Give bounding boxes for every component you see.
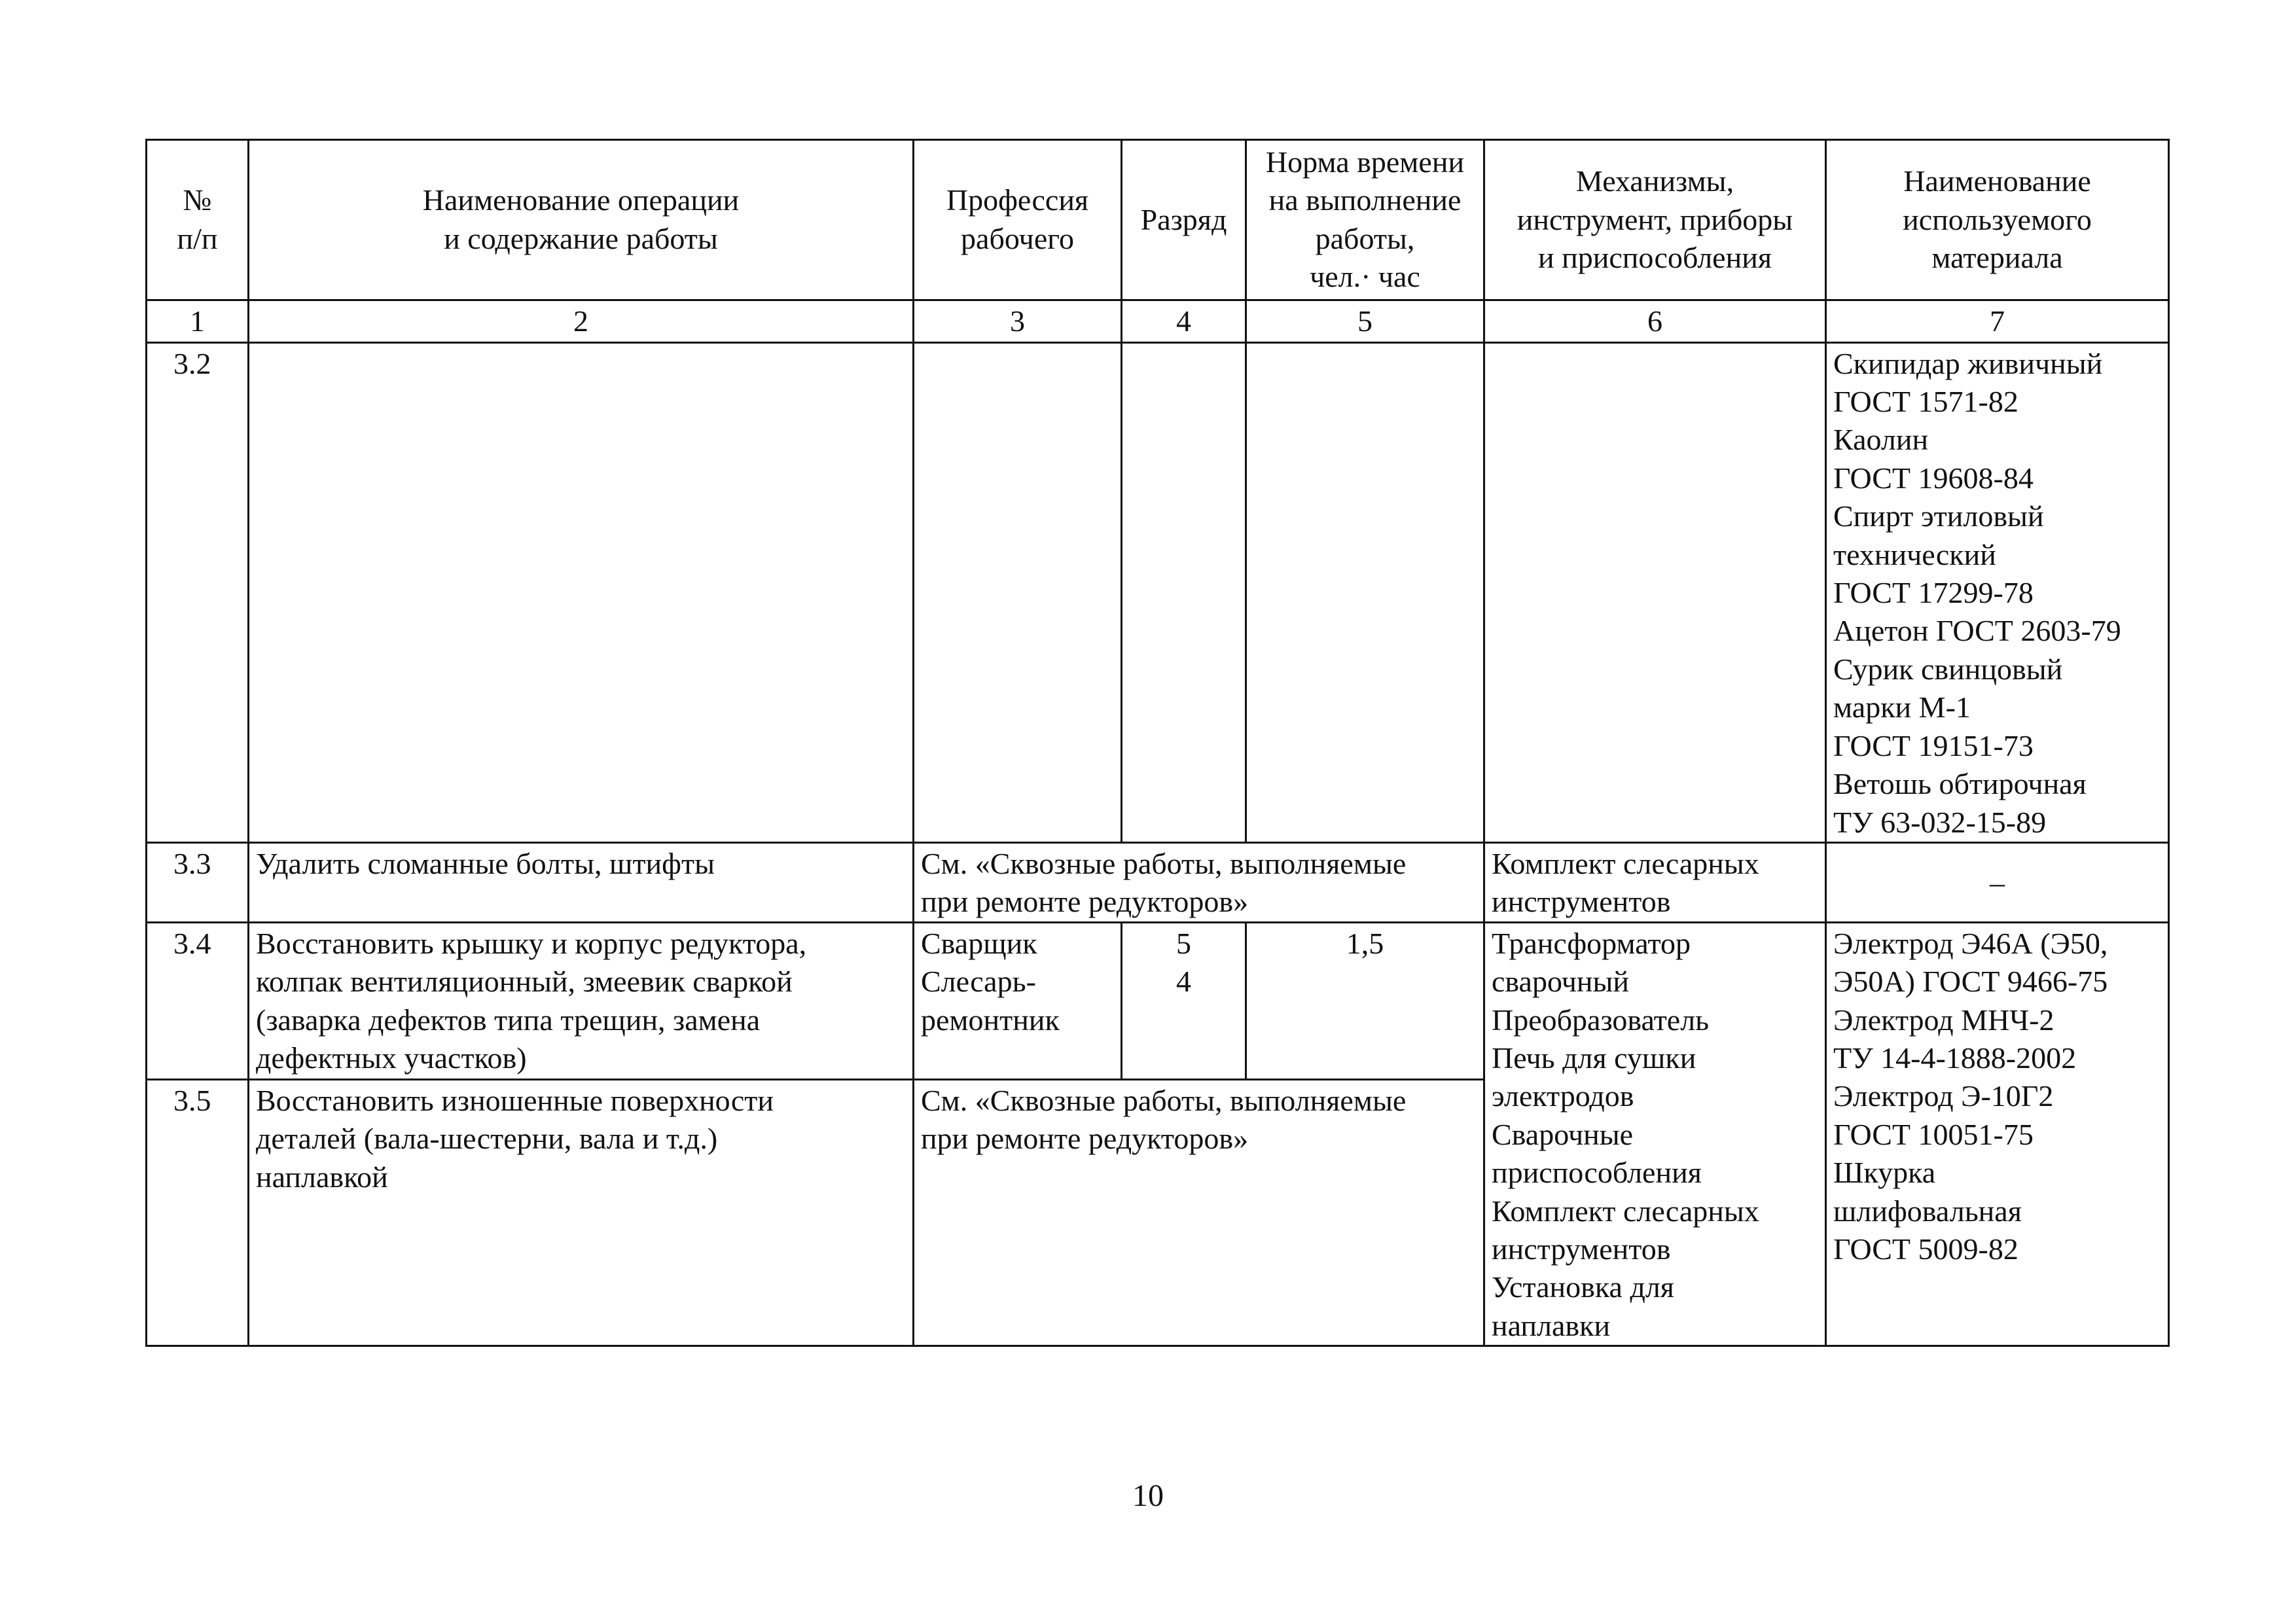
operation-line: Восстановить изношенные поверхности	[256, 1083, 774, 1117]
header-operation-line1: Наименование операции	[422, 183, 740, 217]
operation-cell-empty	[249, 342, 914, 842]
see-through-works-cell	[914, 842, 1484, 922]
header-num	[147, 140, 249, 300]
norm-cell: 1,5	[1246, 922, 1484, 1079]
header-profession-line2: рабочего	[961, 221, 1074, 255]
operation-line: Восстановить крышку и корпус редуктора,	[256, 926, 807, 960]
material-line: Электрод Э-10Г2	[1833, 1079, 2054, 1113]
mechanism-line: Печь для сушки	[1492, 1041, 1696, 1075]
header-num-line1: №	[183, 183, 212, 217]
header-mechanisms-line2: инструмент, приборы	[1516, 202, 1793, 236]
mechanisms-line2: инструментов	[1492, 885, 1671, 919]
mechanism-line: Установка для	[1492, 1270, 1674, 1304]
material-line: Электрод МНЧ-2	[1833, 1003, 2054, 1037]
header-norm-line3: работы,	[1315, 221, 1415, 255]
material-line: Шкурка	[1833, 1156, 1936, 1190]
mechanism-line: Преобразователь	[1492, 1003, 1710, 1037]
see-through-works-cell	[914, 1079, 1484, 1346]
material-line: Ацетон ГОСТ 2603-79	[1833, 614, 2121, 648]
mechanism-line: наплавки	[1492, 1308, 1611, 1342]
material-line: марки М-1	[1833, 690, 1971, 724]
material-line: Ветошь обтирочная	[1833, 767, 2087, 801]
see-line1: См. «Сквозные работы, выполняемые	[921, 1083, 1407, 1117]
column-number: 3	[914, 300, 1122, 342]
column-number: 4	[1122, 300, 1246, 342]
row-number: 3.5	[147, 1079, 249, 1346]
header-norm-line2: на выполнение	[1268, 183, 1462, 217]
material-line: Сурик свинцовый	[1833, 652, 2063, 686]
header-norm-line4: чел.· час	[1310, 260, 1420, 294]
header-grade: Разряд	[1122, 140, 1246, 300]
header-operation-line2: и содержание работы	[444, 221, 718, 255]
header-material-line1: Наименование	[1903, 164, 2091, 198]
see-line2: при ремонте редукторов»	[921, 885, 1249, 919]
mechanism-line: Комплект слесарных	[1492, 1194, 1759, 1228]
material-line: Спирт этиловый	[1833, 499, 2044, 533]
material-line: ГОСТ 5009-82	[1833, 1232, 2018, 1266]
mechanism-line: приспособления	[1492, 1156, 1702, 1190]
header-operation	[249, 140, 914, 300]
material-line: ТУ 14-4-1888-2002	[1833, 1041, 2077, 1075]
material-line: технический	[1833, 537, 1996, 571]
materials-cell	[1826, 342, 2169, 842]
operation-cell: Удалить сломанные болты, штифты	[249, 842, 914, 922]
mechanism-line: электродов	[1492, 1079, 1634, 1113]
column-number: 6	[1484, 300, 1826, 342]
operation-cell	[249, 1079, 914, 1346]
material-line: Каолин	[1833, 423, 1929, 457]
shared-mechanisms-cell	[1484, 922, 1826, 1346]
grade-line: 5	[1176, 926, 1191, 960]
mechanism-line: сварочный	[1492, 965, 1630, 999]
header-mechanisms-line1: Механизмы,	[1575, 164, 1734, 198]
header-material-line2: используемого	[1903, 202, 2092, 236]
profession-cell-empty	[914, 342, 1122, 842]
grade-cell	[1122, 922, 1246, 1079]
see-line2: при ремонте редукторов»	[921, 1122, 1249, 1156]
column-number-row	[147, 300, 2169, 342]
material-dash: –	[1826, 842, 2169, 922]
material-line: Скипидар живичный	[1833, 346, 2103, 380]
material-line: ГОСТ 19608-84	[1833, 461, 2034, 495]
material-line: Э50А) ГОСТ 9466-75	[1833, 965, 2108, 999]
operation-line: деталей (вала-шестерни, вала и т.д.)	[256, 1122, 718, 1156]
operation-line: колпак вентиляционный, змеевик сваркой	[256, 965, 793, 999]
header-profession	[914, 140, 1122, 300]
mechanism-line: инструментов	[1492, 1232, 1671, 1266]
profession-line: Слесарь-	[921, 965, 1036, 999]
mechanisms-line1: Комплект слесарных	[1492, 846, 1759, 880]
operation-line: наплавкой	[256, 1160, 388, 1194]
material-line: ГОСТ 19151-73	[1833, 728, 2034, 762]
table-row-3-2	[147, 342, 2169, 842]
material-line: шлифовальная	[1833, 1194, 2022, 1228]
shared-materials-cell	[1826, 922, 2169, 1346]
material-line: ГОСТ 10051-75	[1833, 1117, 2034, 1151]
table-row-3-3	[147, 842, 2169, 922]
material-line: ТУ 63-032-15-89	[1833, 805, 2047, 839]
header-mechanisms	[1484, 140, 1826, 300]
table-row-3-4	[147, 922, 2169, 1079]
mechanism-line: Сварочные	[1492, 1117, 1634, 1151]
see-line1: См. «Сквозные работы, выполняемые	[921, 846, 1407, 880]
page-number: 10	[1132, 1478, 1164, 1513]
header-norm-line1: Норма времени	[1265, 145, 1465, 179]
operation-line: (заварка дефектов типа трещин, замена	[256, 1003, 761, 1037]
column-number: 1	[147, 300, 249, 342]
header-num-line2: п/п	[177, 221, 218, 255]
grade-line: 4	[1176, 965, 1191, 999]
material-line: Электрод Э46А (Э50,	[1833, 926, 2108, 960]
header-mechanisms-line3: и приспособления	[1538, 241, 1772, 275]
profession-cell	[914, 922, 1122, 1079]
repair-operations-table	[145, 139, 2170, 1347]
row-number: 3.2	[147, 342, 249, 842]
mechanisms-cell	[1484, 842, 1826, 922]
profession-line: Сварщик	[921, 926, 1037, 960]
operation-line: дефектных участков)	[256, 1041, 527, 1075]
header-profession-line1: Профессия	[946, 183, 1089, 217]
material-line: ГОСТ 1571-82	[1833, 385, 2018, 419]
profession-line: ремонтник	[921, 1003, 1060, 1037]
header-material	[1826, 140, 2169, 300]
operation-cell	[249, 922, 914, 1079]
header-row	[147, 140, 2169, 300]
material-line: ГОСТ 17299-78	[1833, 576, 2034, 610]
grade-cell-empty	[1122, 342, 1246, 842]
row-number: 3.4	[147, 922, 249, 1079]
mechanisms-cell-empty	[1484, 342, 1826, 842]
header-material-line3: материала	[1931, 241, 2063, 275]
column-number: 2	[249, 300, 914, 342]
row-number: 3.3	[147, 842, 249, 922]
header-norm	[1246, 140, 1484, 300]
norm-cell-empty	[1246, 342, 1484, 842]
column-number: 7	[1826, 300, 2169, 342]
mechanism-line: Трансформатор	[1492, 926, 1691, 960]
column-number: 5	[1246, 300, 1484, 342]
